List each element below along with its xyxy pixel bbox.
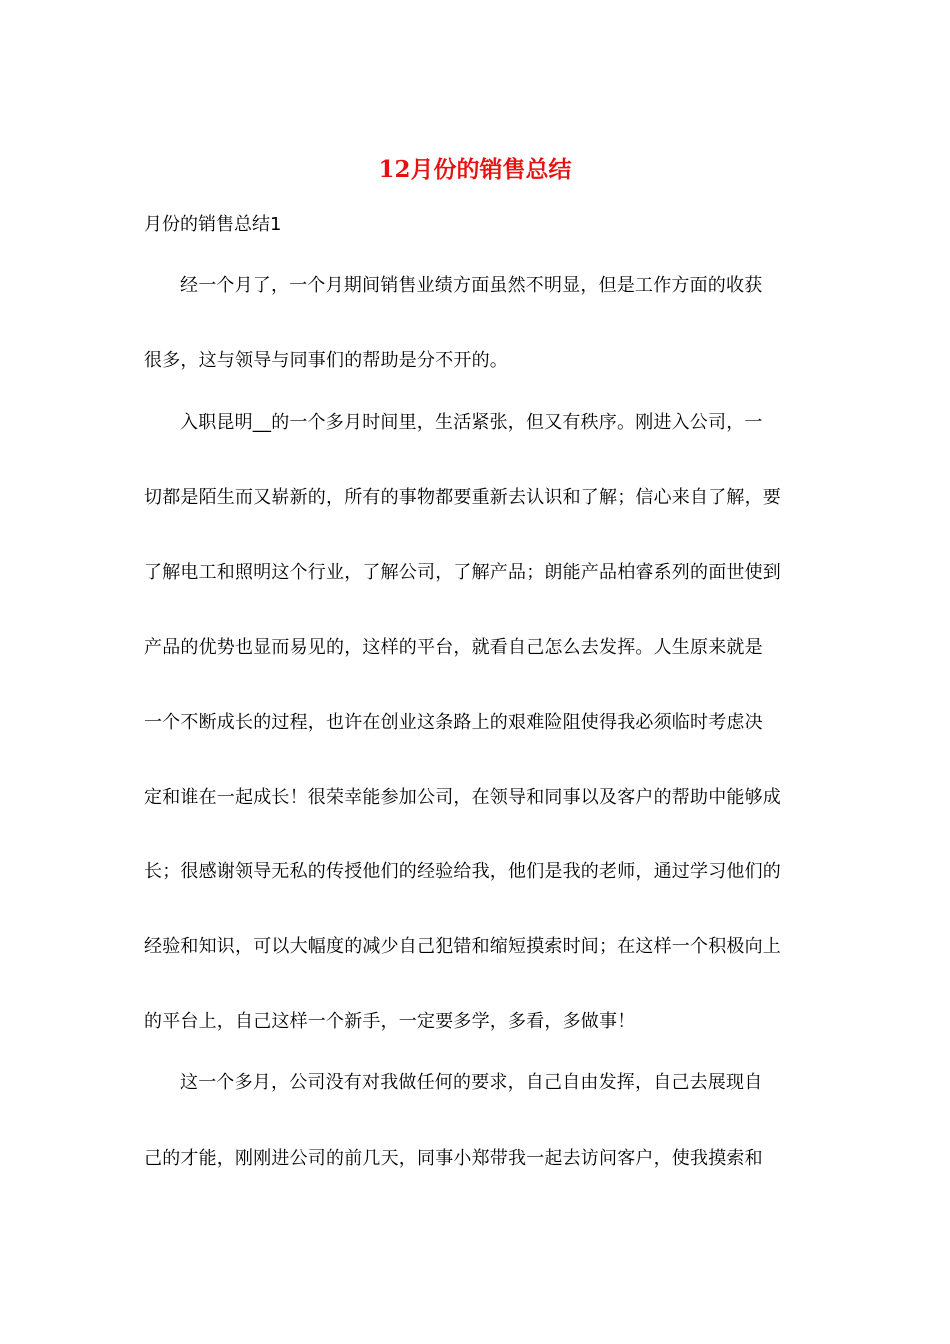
paragraph-2-line-3: 了解电工和照明这个行业，了解公司，了解产品；朗能产品柏睿系列的面世使到 xyxy=(144,562,781,583)
paragraph-1-line-1: 经一个月了，一个月期间销售业绩方面虽然不明显，但是工作方面的收获 xyxy=(180,275,763,296)
paragraph-2-line-8: 经验和知识，可以大幅度的减少自己犯错和缩短摸索时间；在这样一个积极向上 xyxy=(144,936,781,957)
paragraph-2-line-2: 切都是陌生而又崭新的，所有的事物都要重新去认识和了解；信心来自了解，要 xyxy=(144,487,781,508)
paragraph-3-line-2: 己的才能，刚刚进公司的前几天，同事小郑带我一起去访问客户，使我摸索和 xyxy=(144,1148,763,1169)
paragraph-2-line-5: 一个不断成长的过程，也许在创业这条路上的艰难险阻使得我必须临时考虑决 xyxy=(144,712,763,733)
paragraph-2-line-7: 长；很感谢领导无私的传授他们的经验给我，他们是我的老师，通过学习他们的 xyxy=(144,861,781,882)
paragraph-2-line-6: 定和谁在一起成长！很荣幸能参加公司，在领导和同事以及客户的帮助中能够成 xyxy=(144,787,781,808)
paragraph-2-line-9: 的平台上，自己这样一个新手，一定要多学，多看，多做事！ xyxy=(144,1011,636,1032)
paragraph-2-line-4: 产品的优势也显而易见的，这样的平台，就看自己怎么去发挥。人生原来就是 xyxy=(144,637,763,658)
paragraph-1-line-2: 很多，这与领导与同事们的帮助是分不开的。 xyxy=(144,350,508,371)
paragraph-2-line-1: 入职昆明__的一个多月时间里，生活紧张，但又有秩序。刚进入公司，一 xyxy=(180,412,763,433)
document-title: 12月份的销售总结 xyxy=(378,156,572,183)
paragraph-3-line-1: 这一个多月，公司没有对我做任何的要求，自己自由发挥，自己去展现自 xyxy=(180,1072,763,1093)
document-subtitle: 月份的销售总结1 xyxy=(144,214,282,235)
